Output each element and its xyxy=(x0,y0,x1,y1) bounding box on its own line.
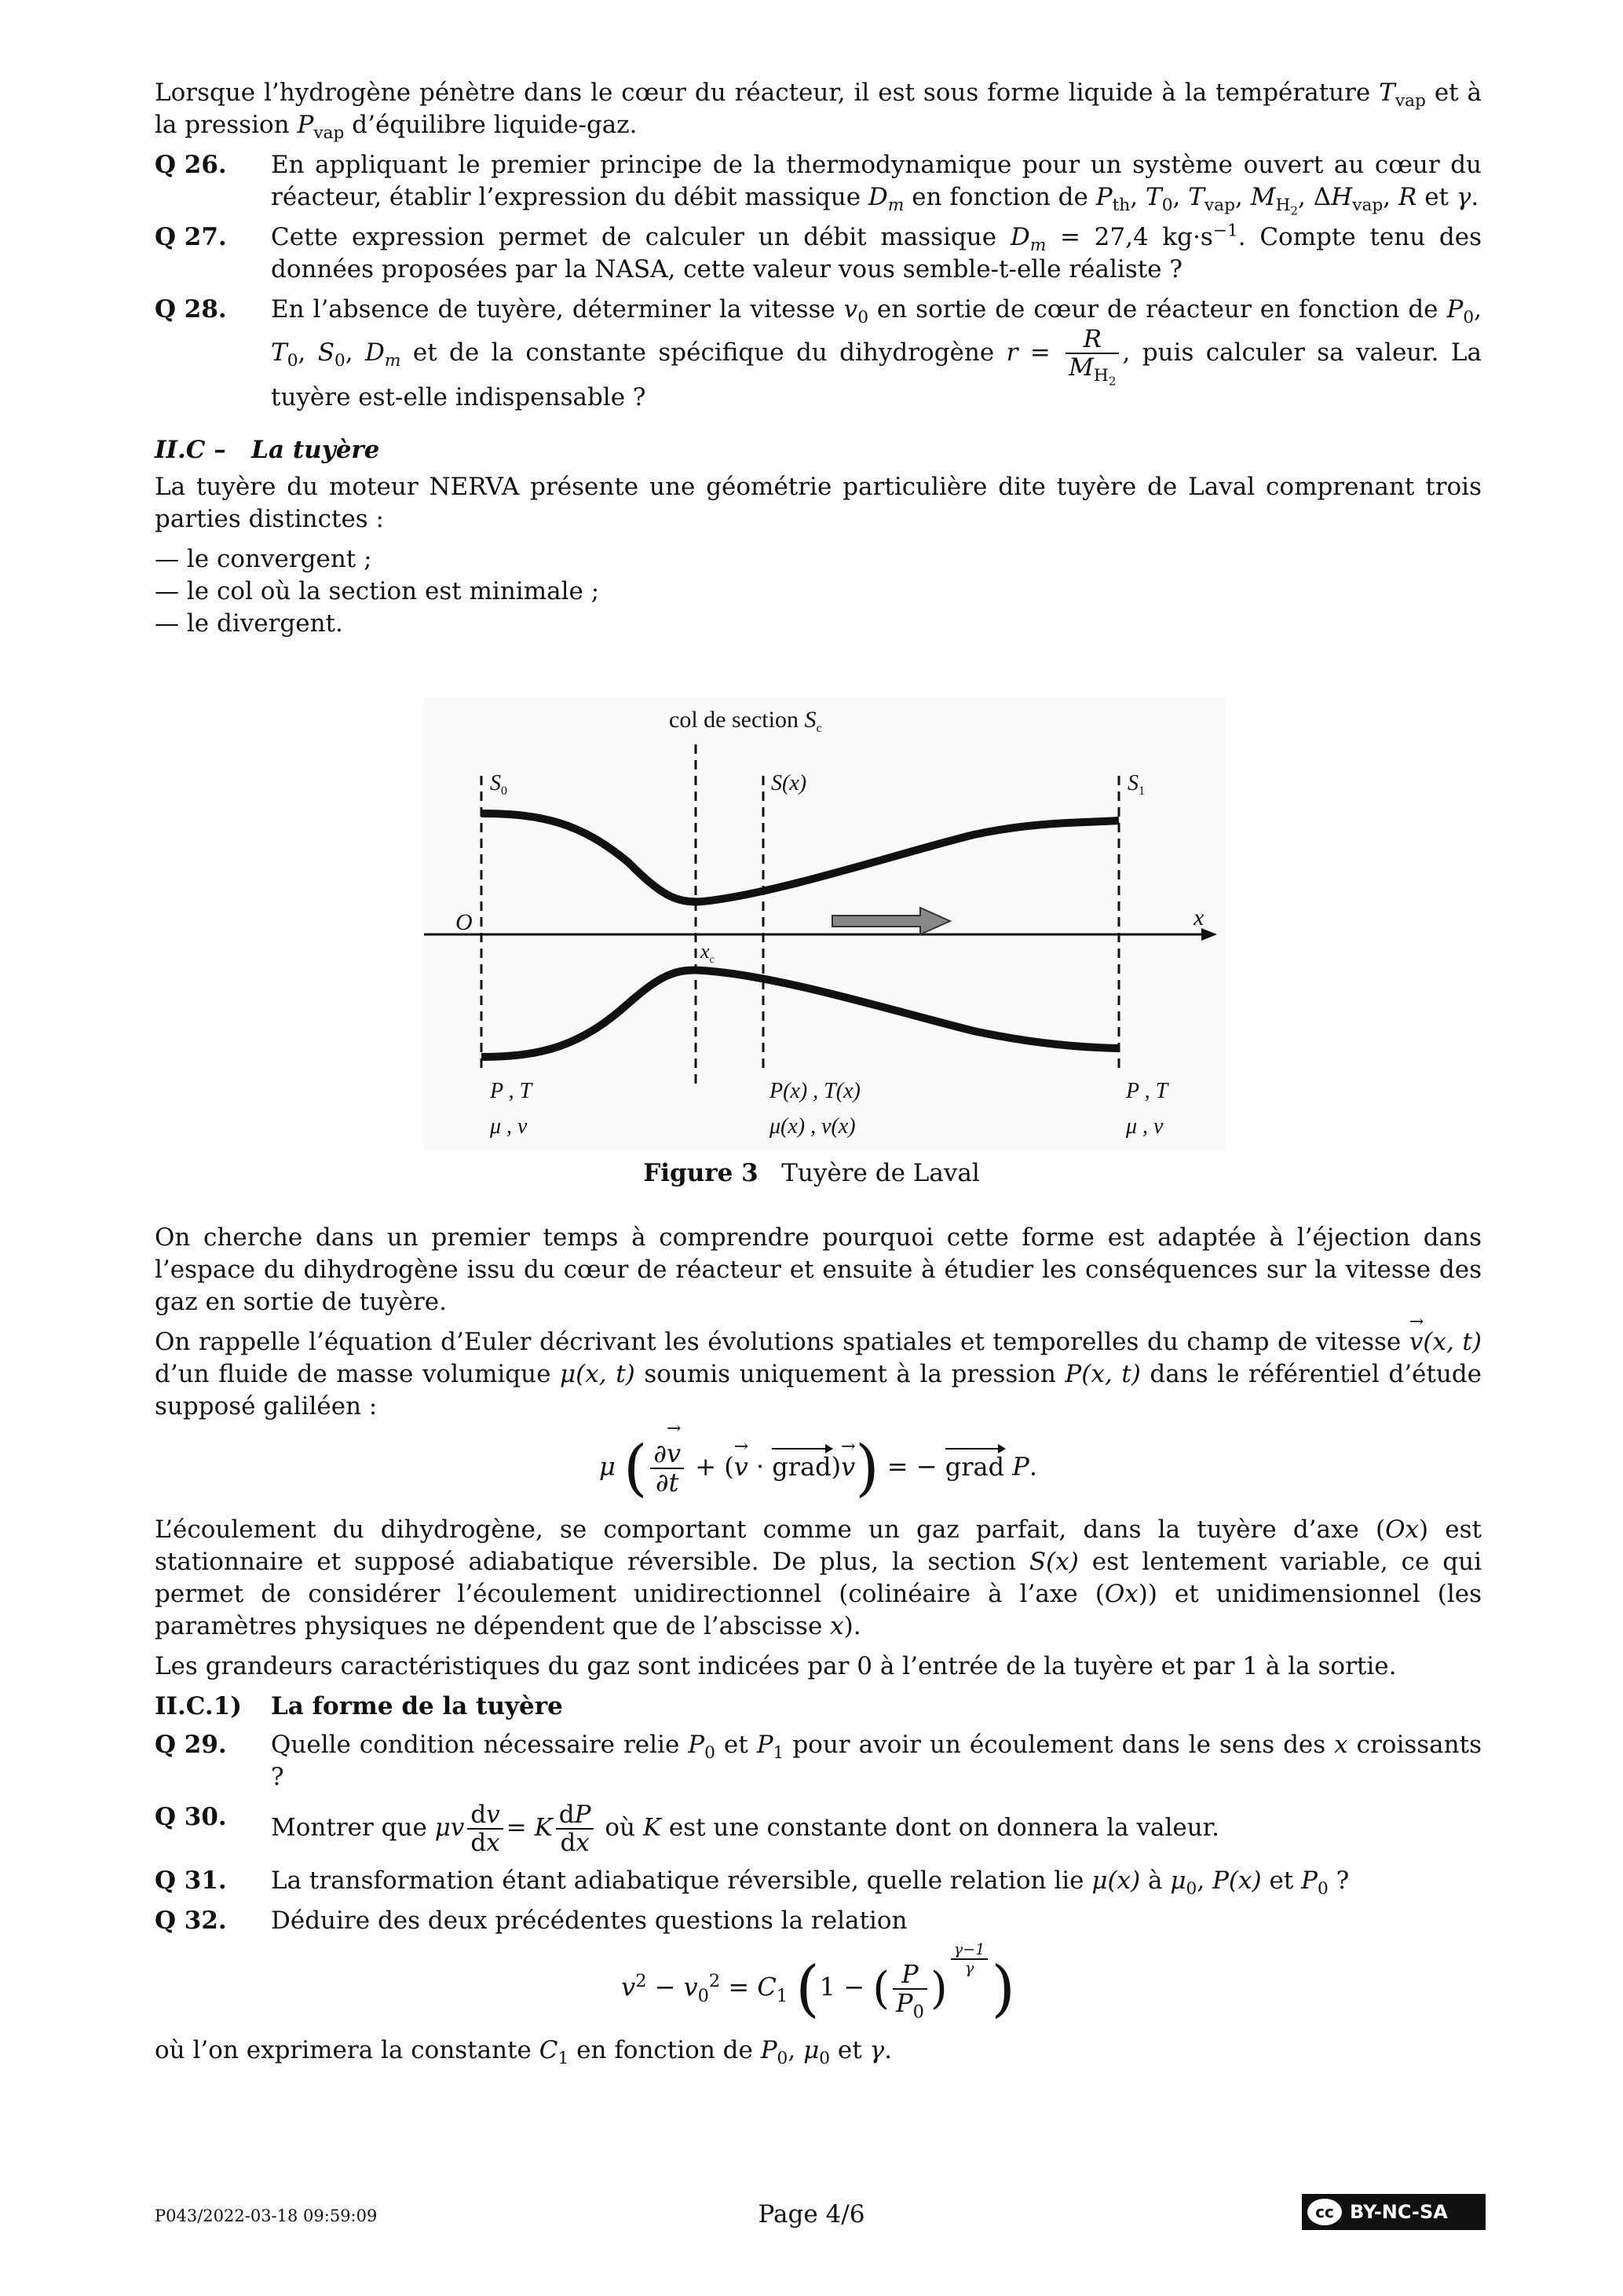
outlet-PT-label: P , T xyxy=(1126,1079,1168,1103)
question-32 xyxy=(155,1905,1482,1937)
local-PT-label: P(x) , T(x) xyxy=(769,1079,861,1103)
page-body-lower xyxy=(155,1222,1482,2075)
parts-list xyxy=(155,543,1482,640)
figure-caption: Figure 3 Tuyère de Laval xyxy=(643,1159,980,1187)
paragraph: L’écoulement du dihydrogène, se comportant comme un gaz parfait, dans la tuyère d’axe (Ox) est stationnaire et supposé adiabatique réversible. De plus, la section S(x) est lentement variable, ce qui permet de considérer l’écoulement unidirectionnel (colinéaire à l’axe (Ox)) et unidimensionnel (les paramètres physiques ne dépendent que de l’abscisse x). xyxy=(155,1515,1482,1641)
question-28 xyxy=(155,294,1482,414)
question-30 xyxy=(155,1801,1482,1856)
laval-nozzle-figure xyxy=(424,697,1225,1151)
local-mu-v-label: μ(x) , v(x) xyxy=(769,1114,856,1139)
list-item: — le divergent. xyxy=(155,609,343,638)
question-31 xyxy=(155,1865,1482,1897)
question-text: Déduire des deux précédentes questions la relation xyxy=(271,1906,908,1935)
question-label: Q 28. xyxy=(155,295,227,324)
question-text: En l’absence de tuyère, déterminer la vitesse $v_0$ en sortie de cœur de réacteur en fonction de $P_0$, $T_0$, $S_0$, $D_m$ et de la constante spécifique du dihydrogène r = $\frac{R}{M_{H_2}}$ , puis calculer sa valeur. La tuyère est-elle indispensable ? xyxy=(271,295,1482,411)
question-label: Q 29. xyxy=(155,1731,227,1760)
question-27 xyxy=(155,221,1482,286)
S0-label: $S_0$ xyxy=(490,771,507,798)
col-label: col de section $S_c$ xyxy=(669,707,822,735)
closing-paragraph: où l’on exprimera la constante $C_1$ en fonction de $P_0$, $\mu_0$ et γ. xyxy=(155,2035,892,2069)
question-29 xyxy=(155,1729,1482,1793)
inlet-mu-v-label: μ , v xyxy=(490,1114,528,1139)
origin-label: O xyxy=(455,909,473,935)
question-text: Quelle condition nécessaire relie $P_0$ et $P_1$ pour avoir un écoulement dans le sens des x croissants ? xyxy=(271,1731,1482,1792)
velocity-equation: $v^2 - v_0^2 = C_1$ (1 − ( $\frac{P}{P_0}$ ) $^{\frac{\gamma-1}{\gamma}}$ ) xyxy=(621,1940,1015,2024)
footer-id: P043/2022-03-18 09:59:09 xyxy=(155,2206,378,2225)
paragraph: On cherche dans un premier temps à comprendre pourquoi cette forme est adaptée à l’éjection dans l’espace du dihydrogène issu du cœur de réacteur et ensuite à étudier les conséquences sur la vitesse des gaz en sortie de tuyère. xyxy=(155,1223,1482,1316)
list-item: — le convergent ; xyxy=(155,544,372,573)
question-text: Montrer que μv $\frac{dv}{dx}$ = K $\frac{dP}{dx}$ où K est une constante dont on donnera la valeur. xyxy=(271,1801,1219,1858)
question-label: Q 30. xyxy=(155,1803,227,1832)
inlet-PT-label: P , T xyxy=(490,1079,532,1103)
question-text: Cette expression permet de calculer un débit massique $D_m = 27,4$ $kg\cdot s^{-1}$. Compte tenu des données proposées par la NASA, cette valeur vous semble-t-elle réaliste ? xyxy=(271,221,1482,283)
euler-equation: μ ( $\frac{\partial\to v}{\partial t}$ + (→ v · grad)→ v) = − grad P. xyxy=(155,1440,1482,1497)
xc-label: $x_c$ xyxy=(700,940,715,966)
question-label: Q 26. xyxy=(155,151,227,179)
cc-license-badge: cc BY-NC-SA xyxy=(1302,2194,1486,2230)
question-text: En appliquant le premier principe de la thermodynamique pour un système ouvert au cœur du réacteur, établir l’expression du débit massique $D_m$ en fonction de $P_{th}$, $T_0$, $T_{vap}$, $M_{H_2}$, $\Delta H_{vap}$, R et γ. xyxy=(271,151,1482,218)
question-label: Q 27. xyxy=(155,223,227,251)
paragraph: Les grandeurs caractéristiques du gaz sont indicées par 0 à l’entrée de la tuyère et par 1 à la sortie. xyxy=(155,1652,1397,1681)
question-label: Q 31. xyxy=(155,1866,227,1895)
x-axis-label: x xyxy=(1193,905,1204,930)
question-26 xyxy=(155,149,1482,218)
question-text: La transformation étant adiabatique réversible, quelle relation lie μ(x) à $\mu_0$, P(x) et $P_0$ ? xyxy=(271,1866,1350,1899)
subsection-heading: II.C.1) La forme de la tuyère xyxy=(155,1692,563,1721)
Sx-label: S(x) xyxy=(771,771,807,795)
S1-label: $S_1$ xyxy=(1128,771,1145,798)
section-intro: La tuyère du moteur NERVA présente une géométrie particulière dite tuyère de Laval comprenant trois parties distinctes : xyxy=(155,472,1482,533)
paragraph: On rappelle l’équation d’Euler décrivant les évolutions spatiales et temporelles du champ de vitesse → v(x, t) d’un fluide de masse volumique μ(x, t) soumis uniquement à la pression P(x, t) dans le référentiel d’étude supposé galiléen : xyxy=(155,1326,1482,1423)
outlet-mu-v-label: μ , v xyxy=(1126,1114,1164,1139)
question-label: Q 32. xyxy=(155,1906,227,1935)
cc-icon: cc xyxy=(1307,2199,1342,2225)
page-body xyxy=(155,77,1482,648)
footer-page-number: Page 4/6 xyxy=(758,2200,865,2228)
list-item: — le col où la section est minimale ; xyxy=(155,576,600,605)
intro-paragraph: Lorsque l’hydrogène pénètre dans le cœur du réacteur, il est sous forme liquide à la température $T_{vap}$ et à la pression $P_{vap}$ d’équilibre liquide-gaz. xyxy=(155,79,1482,144)
section-heading: II.C – La tuyère xyxy=(155,435,380,464)
